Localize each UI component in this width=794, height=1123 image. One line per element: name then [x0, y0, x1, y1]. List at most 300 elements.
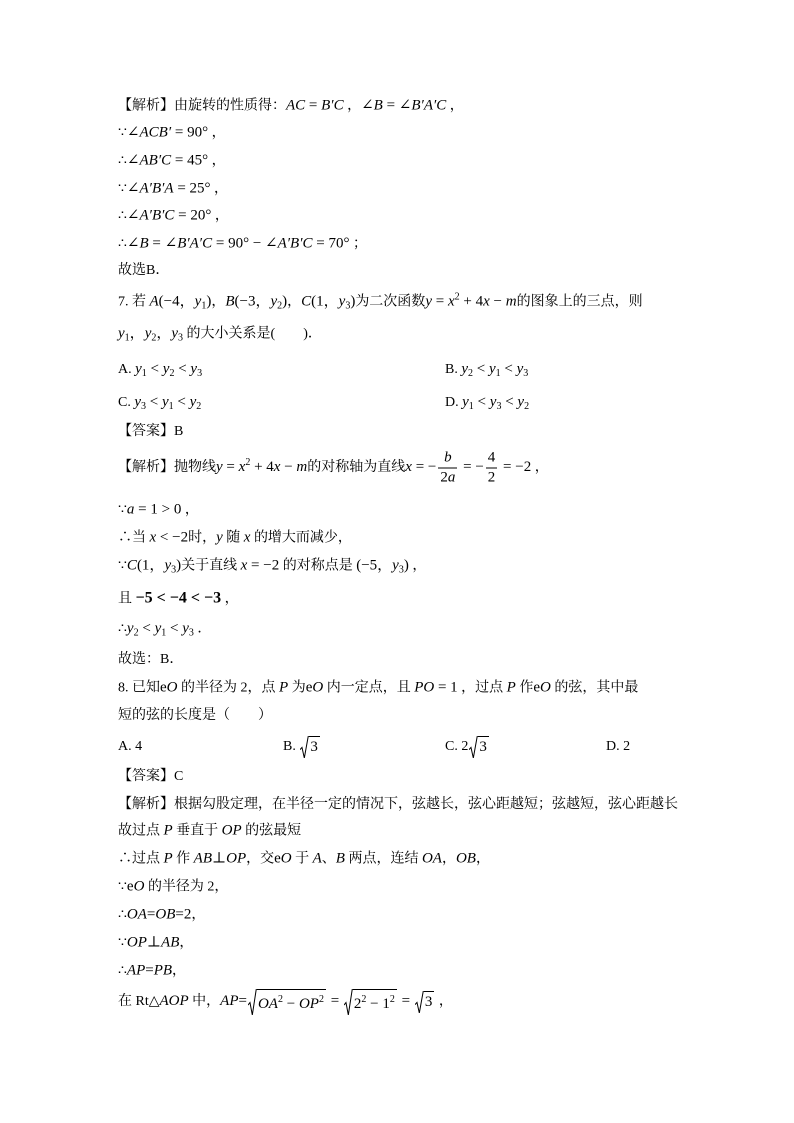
math-italic: OB — [155, 906, 176, 923]
math-upright: = — [326, 993, 343, 1010]
radicand — [353, 989, 397, 1015]
math-italic: ACB′ — [139, 124, 172, 141]
text-run: ， — [441, 851, 456, 867]
math-upright: ) — [206, 293, 212, 310]
math-upright: − — [282, 996, 299, 1012]
text-run: ∵ — [118, 935, 127, 951]
text-run: B. — [445, 362, 462, 377]
math-italic: AC — [286, 97, 306, 114]
superscript: 2 — [318, 994, 324, 1005]
text-run: ，过点 — [457, 680, 507, 696]
text-run: ∵ — [118, 558, 127, 574]
math-italic: y — [162, 361, 170, 377]
math-italic: AOP — [159, 993, 189, 1010]
subscript: 3 — [398, 564, 404, 576]
math-upright: = — [397, 993, 414, 1010]
text-run: ∴ — [118, 907, 127, 923]
text-run: 内一定点，且 — [323, 680, 415, 696]
subscript: 1 — [161, 627, 167, 639]
text-run: 两点，连结 — [344, 851, 422, 867]
math-upright: ∠ — [126, 124, 140, 141]
text-run: ， — [343, 98, 362, 114]
text-run: ， — [181, 502, 199, 518]
math-upright: = 20° — [174, 207, 212, 224]
text-run: 的对称轴为直线 — [307, 460, 406, 476]
math-italic: x — [447, 293, 455, 310]
math-upright: ∠ — [126, 152, 140, 169]
text-run: 的图象上的三点，则 — [516, 294, 643, 310]
math-upright: ∠ — [126, 180, 140, 197]
math-upright: = − — [459, 459, 484, 476]
math-italic: y — [164, 557, 172, 574]
radicand — [257, 989, 326, 1015]
subscript: 1 — [201, 300, 207, 312]
text-line — [118, 904, 205, 927]
text-run: 故过点 — [118, 823, 164, 839]
text-run: A. 4 — [118, 739, 143, 754]
subscript: 2 — [196, 401, 202, 412]
math-italic: PB — [153, 962, 173, 979]
math-upright: = 25° — [173, 180, 211, 197]
math-upright: (1， — [311, 293, 339, 310]
text-line — [118, 499, 199, 522]
text-run: ， — [211, 208, 229, 224]
text-run: ， — [287, 294, 302, 310]
math-upright: 2 — [440, 469, 448, 486]
subscript: 3 — [523, 368, 529, 379]
answer-option-3 — [606, 736, 630, 758]
math-italic: PO — [414, 679, 435, 696]
subscript: 2 — [151, 332, 157, 344]
text-run: C. 2 — [445, 739, 469, 755]
text-line — [118, 705, 272, 727]
answer-option-2 — [445, 736, 490, 758]
math-upright: = — [146, 906, 156, 923]
subscript: 3 — [188, 627, 194, 639]
radicand — [309, 736, 320, 758]
math-italic: O — [280, 850, 292, 867]
subscript: 3 — [197, 368, 203, 379]
text-line — [118, 150, 226, 173]
text-run: 关于直线 — [181, 558, 241, 574]
math-upright: = — [238, 993, 247, 1010]
subscript: 1 — [141, 368, 147, 379]
math-italic: P — [279, 679, 289, 696]
math-italic: P — [163, 822, 173, 839]
math-upright: ⊥ — [146, 934, 162, 951]
bold-math: −5 < −4 < −3 — [135, 589, 222, 607]
math-italic: x — [405, 459, 412, 476]
math-upright: =2 — [175, 906, 192, 923]
math-upright: < — [146, 394, 162, 410]
math-upright: ∠ — [361, 97, 374, 114]
math-italic: y — [489, 394, 497, 410]
text-run: ∵ — [118, 502, 127, 518]
math-italic: B — [225, 293, 235, 310]
math-upright: 4 — [487, 449, 496, 466]
square-root — [344, 989, 397, 1015]
text-run: ， — [179, 935, 194, 951]
math-upright: − — [489, 293, 506, 310]
math-italic: y — [144, 325, 152, 342]
math-italic: A′B′C — [139, 207, 175, 224]
subscript: 1 — [124, 332, 130, 344]
math-italic: O — [540, 679, 551, 696]
fraction — [438, 449, 457, 488]
math-italic: OA — [257, 996, 278, 1012]
math-italic: OA — [126, 906, 147, 923]
math-upright: < — [138, 620, 155, 637]
text-run: ∴ — [118, 236, 127, 252]
radical-sign-icon — [344, 989, 353, 1015]
text-run: ∴当 — [118, 530, 150, 546]
math-italic: OP — [298, 996, 319, 1012]
math-upright: = 1 > 0 — [134, 501, 182, 518]
math-italic: C — [301, 293, 312, 310]
text-run: ∴ — [118, 621, 127, 637]
subscript: 3 — [496, 401, 502, 412]
math-italic: B — [335, 850, 345, 867]
text-run: 故选：B． — [118, 652, 184, 667]
text-run: ， — [191, 907, 206, 923]
text-run: 随 — [222, 530, 244, 546]
math-italic: y — [270, 293, 278, 310]
math-upright: (−3， — [234, 293, 271, 310]
math-upright: < — [501, 394, 518, 410]
answer-options-row — [0, 358, 794, 380]
math-italic: y — [338, 293, 346, 310]
radicand — [424, 991, 435, 1013]
text-run: 作 — [515, 680, 534, 696]
subscript: 2 — [277, 300, 283, 312]
text-run: ∴ — [118, 153, 127, 169]
subscript: 3 — [171, 564, 177, 576]
text-line — [118, 820, 301, 843]
text-run: 的增大而减少， — [250, 530, 352, 546]
text-line — [118, 618, 211, 645]
math-upright: ， — [129, 325, 145, 342]
text-line — [118, 421, 183, 443]
math-upright: < — [500, 361, 517, 377]
answer-option-0 — [118, 391, 201, 418]
text-run: 【解析】根据勾股定理，在半径一定的情况下，弦越长，弦心距越短；弦越短，弦心距越长 — [118, 797, 678, 812]
math-upright: (−4， — [158, 293, 195, 310]
math-italic: P — [506, 679, 516, 696]
subscript: 3 — [345, 300, 351, 312]
text-run: 、 — [321, 851, 336, 867]
math-upright: < — [173, 394, 190, 410]
text-line — [118, 555, 426, 582]
radical-sign-icon — [415, 991, 424, 1013]
text-run: 的弦，其中最 — [550, 680, 639, 696]
text-run: A. — [118, 362, 136, 377]
answer-options-row — [0, 736, 794, 758]
subscript: 1 — [495, 368, 501, 379]
math-italic: y — [135, 361, 142, 377]
math-upright: e — [533, 679, 541, 696]
answer-option-1 — [445, 391, 529, 418]
text-run: B. — [283, 739, 300, 755]
math-upright: ， — [156, 325, 172, 342]
subscript: 2 — [169, 368, 175, 379]
math-italic: P — [163, 850, 173, 867]
math-italic: C — [126, 557, 137, 574]
text-line — [118, 588, 239, 611]
math-italic: B′C — [321, 97, 344, 114]
text-run: D. — [445, 395, 463, 410]
math-upright: ) — [176, 557, 182, 574]
text-run: 【答案】B — [118, 424, 184, 439]
math-italic: B — [139, 235, 149, 252]
math-italic: m — [505, 293, 517, 310]
math-italic: x — [243, 529, 251, 546]
math-upright: < — [473, 394, 490, 410]
math-italic: AP — [220, 993, 239, 1010]
text-run: 中， — [188, 994, 221, 1010]
math-italic: B′A′C — [177, 235, 213, 252]
answer-option-0 — [118, 736, 142, 758]
math-italic: O — [166, 679, 178, 696]
math-italic: x — [238, 459, 246, 476]
text-run: ， — [208, 153, 226, 169]
text-run: ， — [221, 591, 239, 607]
math-upright: = 90° — [171, 124, 209, 141]
text-run: ∴过点 — [118, 851, 164, 867]
math-upright: ∠ — [126, 207, 140, 224]
fraction-numerator — [486, 449, 498, 469]
text-run: ， — [172, 963, 187, 979]
math-italic: OA — [421, 850, 442, 867]
text-run: 【解析】由旋转的性质得： — [118, 98, 286, 114]
math-upright: < — [146, 361, 163, 377]
text-line — [118, 677, 638, 700]
subscript: 1 — [168, 401, 174, 412]
subscript: 3 — [141, 401, 147, 412]
math-upright: ⊥ — [212, 850, 227, 867]
text-run: ， — [446, 98, 464, 114]
math-italic: OP — [221, 822, 242, 839]
math-upright: e — [160, 679, 167, 696]
fraction-numerator — [438, 449, 457, 469]
math-italic: x — [483, 293, 490, 310]
math-italic: AB — [193, 850, 212, 867]
math-italic: y — [517, 394, 525, 410]
math-italic: y — [462, 394, 469, 410]
math-italic: O — [133, 878, 145, 895]
math-upright: ∠ — [126, 235, 140, 252]
math-upright: e — [274, 850, 281, 867]
math-italic: y — [216, 459, 223, 476]
math-italic: y — [190, 361, 198, 377]
math-italic: AP — [126, 962, 146, 979]
square-root — [469, 736, 489, 758]
text-run: ， — [475, 851, 490, 867]
math-italic: y — [488, 361, 496, 377]
math-italic: y — [171, 325, 179, 342]
answer-option-1 — [283, 736, 321, 758]
math-upright: e — [305, 679, 313, 696]
text-run: ， — [435, 994, 453, 1010]
math-italic: y — [392, 557, 399, 574]
math-italic: y — [216, 529, 223, 546]
answer-option-0 — [118, 358, 202, 385]
text-line — [118, 527, 352, 550]
text-run: 的半径为 2， — [144, 879, 229, 895]
math-italic: y — [461, 361, 469, 377]
math-upright: + 4 — [250, 459, 274, 476]
math-upright: (−5， — [356, 557, 393, 574]
math-upright: 3 — [310, 739, 318, 755]
text-run: ∵ — [118, 181, 127, 197]
subscript: 1 — [468, 401, 474, 412]
math-upright: = 45° — [171, 152, 209, 169]
text-run: 作 — [172, 851, 194, 867]
math-italic: y — [134, 394, 142, 410]
math-upright: = — [222, 459, 239, 476]
text-line — [118, 205, 229, 228]
text-line — [118, 794, 678, 816]
text-line — [118, 766, 183, 788]
text-run: 于 — [291, 851, 313, 867]
text-run: ， — [531, 460, 549, 476]
text-line — [118, 649, 183, 671]
math-upright: < — [174, 361, 191, 377]
fraction-denominator — [438, 469, 457, 488]
math-upright: 3 — [479, 739, 487, 755]
subscript: 2 — [133, 627, 139, 639]
math-upright: (1， — [136, 557, 165, 574]
subscript: 2 — [524, 401, 530, 412]
math-italic: O — [312, 679, 324, 696]
math-upright: = ∠ — [382, 97, 412, 114]
text-run: 的半径为 2，点 — [177, 680, 280, 696]
radicand — [478, 736, 489, 758]
square-root — [300, 736, 320, 758]
math-italic: A — [149, 293, 159, 310]
text-run: ； — [349, 236, 367, 252]
math-italic: AB′C — [139, 152, 172, 169]
math-italic: b — [444, 449, 452, 466]
text-run: 故选B． — [118, 263, 170, 278]
math-italic: y — [154, 620, 162, 637]
text-line — [118, 323, 322, 350]
text-run: ∵ — [118, 125, 127, 141]
math-upright: = — [431, 293, 448, 310]
text-run: 的弦最短 — [241, 823, 302, 839]
math-upright: = — [305, 97, 322, 114]
math-upright: 2 — [353, 996, 362, 1012]
math-upright: = −2 — [247, 557, 280, 574]
math-italic: y — [126, 620, 134, 637]
text-run: ， — [408, 558, 427, 574]
text-run: ∵ — [118, 879, 127, 895]
math-upright: = ∠ — [148, 235, 178, 252]
text-run: ，交 — [246, 851, 275, 867]
math-upright: < −2 — [156, 529, 189, 546]
math-italic: A′B′A — [139, 180, 174, 197]
text-run: 为 — [288, 680, 306, 696]
text-run: ， — [210, 181, 229, 197]
math-upright: ) — [350, 293, 356, 310]
text-run: 为二次函数 — [355, 294, 426, 310]
square-root — [415, 991, 435, 1013]
square-root — [248, 989, 326, 1015]
math-italic: A′B′C — [277, 235, 313, 252]
fraction — [486, 449, 498, 488]
math-italic: y — [516, 361, 524, 377]
math-upright: = −2 — [499, 459, 532, 476]
math-italic: y — [182, 620, 189, 637]
math-upright: = 1 — [434, 679, 458, 696]
math-upright: − — [280, 459, 297, 476]
math-italic: y — [425, 293, 432, 310]
math-italic: y — [189, 394, 197, 410]
math-italic: OB — [455, 850, 476, 867]
math-upright: 3 — [424, 994, 433, 1010]
math-upright: 2 — [487, 469, 496, 486]
math-upright: − 1 — [366, 996, 390, 1012]
text-run: D. 2 — [606, 739, 631, 754]
text-run: 时， — [188, 530, 217, 546]
subscript: 2 — [468, 368, 474, 379]
text-run: 的对称点是 — [279, 558, 357, 574]
answer-options-row — [0, 391, 794, 413]
radical-sign-icon — [300, 736, 309, 758]
math-upright: ) — [403, 557, 409, 574]
math-italic: y — [161, 394, 169, 410]
text-line — [118, 932, 193, 955]
text-line — [118, 960, 186, 983]
math-italic: m — [296, 459, 308, 476]
text-run: ∴ — [118, 963, 127, 979]
superscript: 2 — [361, 994, 367, 1005]
math-upright: < — [166, 620, 183, 637]
math-italic: x — [240, 557, 248, 574]
math-upright: = 70° — [312, 235, 350, 252]
superscript: 2 — [277, 994, 283, 1005]
math-italic: AB — [161, 934, 180, 951]
text-run: ∴ — [118, 208, 127, 224]
text-run: 且 — [118, 591, 136, 607]
text-run: 的大小关系是( )． — [183, 326, 322, 342]
fraction-denominator — [486, 469, 498, 488]
math-italic: B — [373, 97, 383, 114]
superscript: 2 — [389, 994, 395, 1005]
math-upright: < — [473, 361, 489, 377]
text-line — [118, 848, 490, 871]
text-run: 短的弦的长度是（ ） — [118, 708, 272, 723]
text-line — [118, 122, 226, 145]
math-italic: A — [312, 850, 322, 867]
text-run: 在 Rt△ — [118, 994, 160, 1010]
text-run: ． — [193, 621, 212, 637]
text-line — [118, 95, 464, 118]
math-upright: e — [126, 878, 134, 895]
text-line — [118, 233, 367, 256]
text-line — [118, 449, 549, 488]
math-italic: B′A′C — [411, 97, 447, 114]
superscript: 2 — [245, 457, 251, 469]
text-run: 垂直于 — [172, 823, 222, 839]
math-italic: a — [447, 469, 456, 486]
math-upright: = − — [411, 459, 437, 476]
math-italic: OP — [126, 934, 147, 951]
math-italic: x — [273, 459, 281, 476]
superscript: 2 — [454, 291, 460, 303]
text-line — [118, 876, 228, 899]
radical-sign-icon — [248, 989, 257, 1015]
text-run: 【解析】抛物线 — [118, 460, 216, 476]
